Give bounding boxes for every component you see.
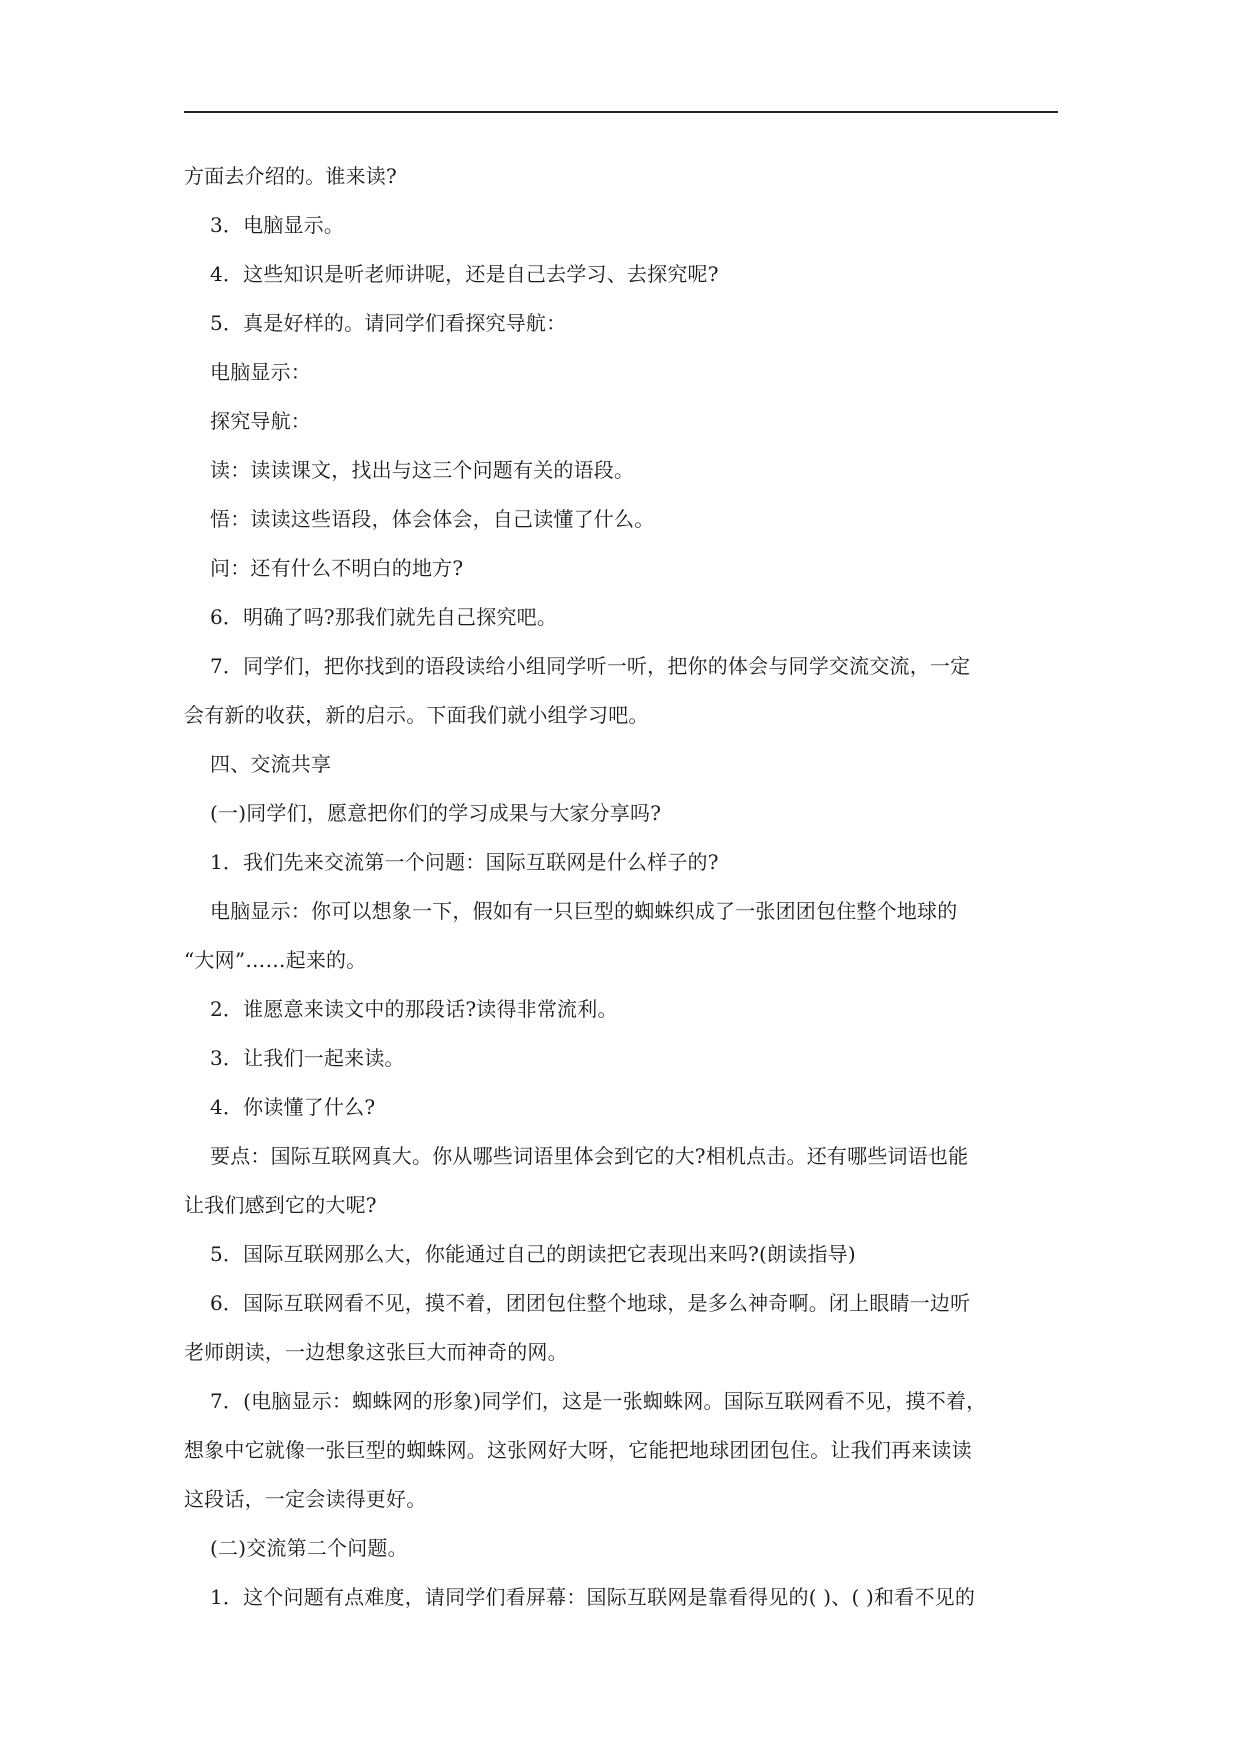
- paragraph-line: 要点：国际互联网真大。你从哪些词语里体会到它的大?相机点击。还有哪些词语也能: [210, 1144, 969, 1168]
- paragraph-line: 悟：读读这些语段，体会体会，自己读懂了什么。: [210, 507, 655, 531]
- paragraph-line: (一)同学们，愿意把你们的学习成果与大家分享吗?: [210, 801, 662, 825]
- paragraph-line: 2．谁愿意来读文中的那段话?读得非常流利。: [210, 997, 618, 1021]
- paragraph-line: 方面去介绍的。谁来读?: [184, 164, 397, 188]
- paragraph-line: 5．国际互联网那么大，你能通过自己的朗读把它表现出来吗?(朗读指导): [210, 1242, 856, 1266]
- paragraph-line: 想象中它就像一张巨型的蜘蛛网。这张网好大呀，它能把地球团团包住。让我们再来读读: [184, 1438, 972, 1462]
- header-rule: [184, 111, 1058, 113]
- paragraph-line: 老师朗读，一边想象这张巨大而神奇的网。: [184, 1340, 568, 1364]
- paragraph-line: 电脑显示：你可以想象一下，假如有一只巨型的蜘蛛织成了一张团团包住整个地球的: [210, 899, 958, 923]
- paragraph-line: 会有新的收获，新的启示。下面我们就小组学习吧。: [184, 703, 649, 727]
- paragraph-line: 探究导航：: [210, 409, 311, 433]
- paragraph-line: 4．这些知识是听老师讲呢，还是自己去学习、去探究呢?: [210, 262, 719, 286]
- paragraph-line: 电脑显示：: [210, 360, 311, 384]
- paragraph-line: 问：还有什么不明白的地方?: [210, 556, 464, 580]
- paragraph-line: 这段话，一定会读得更好。: [184, 1487, 427, 1511]
- paragraph-line: 3．让我们一起来读。: [210, 1046, 405, 1070]
- section-heading: 四、交流共享: [210, 752, 332, 776]
- document-body: [184, 152, 1058, 1622]
- paragraph-line: 让我们感到它的大呢?: [184, 1193, 377, 1217]
- paragraph-line: 读：读读课文，找出与这三个问题有关的语段。: [210, 458, 635, 482]
- paragraph-line: 4．你读懂了什么?: [210, 1095, 376, 1119]
- paragraph-line: 1．我们先来交流第一个问题：国际互联网是什么样子的?: [210, 850, 719, 874]
- paragraph-line: 6．国际互联网看不见，摸不着，团团包住整个地球，是多么神奇啊。闭上眼睛一边听: [210, 1291, 971, 1315]
- paragraph-line: (二)交流第二个问题。: [210, 1536, 408, 1560]
- paragraph-line: 6．明确了吗?那我们就先自己探究吧。: [210, 605, 558, 629]
- paragraph-line: 7．同学们，把你找到的语段读给小组同学听一听，把你的体会与同学交流交流，一定: [210, 654, 971, 678]
- paragraph-line: “大网”……起来的。: [184, 948, 367, 972]
- paragraph-line: 5．真是好样的。请同学们看探究导航：: [210, 311, 567, 335]
- paragraph-line: 3．电脑显示。: [210, 213, 345, 237]
- paragraph-line: 1．这个问题有点难度，请同学们看屏幕：国际互联网是靠看得见的( )、( )和看不见的: [210, 1585, 976, 1609]
- paragraph-line: 7．(电脑显示：蜘蛛网的形象)同学们，这是一张蜘蛛网。国际互联网看不见，摸不着，: [210, 1389, 987, 1413]
